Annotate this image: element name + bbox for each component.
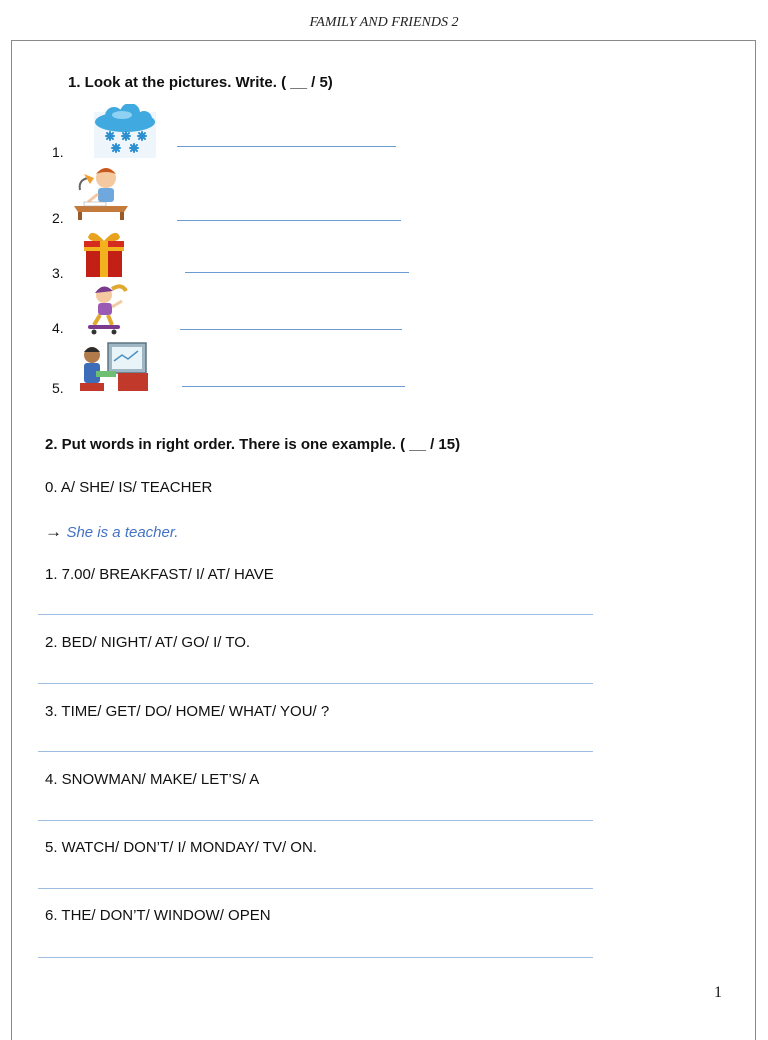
question-item: 2. BED/ NIGHT/ AT/ GO/ I/ TO.	[45, 634, 251, 651]
question-item: 3. TIME/ GET/ DO/ HOME/ WHAT/ YOU/ ?	[45, 703, 330, 720]
example-answer: She is a teacher.	[66, 524, 179, 541]
answer-line[interactable]	[177, 146, 396, 147]
answer-line[interactable]	[38, 820, 593, 821]
page-number: 1	[714, 984, 722, 1001]
document-header: FAMILY AND FRIENDS 2	[309, 15, 459, 30]
boy-computer-icon	[78, 341, 150, 391]
answer-line[interactable]	[38, 751, 593, 752]
answer-line[interactable]	[38, 957, 593, 958]
answer-line[interactable]	[38, 888, 593, 889]
section1-heading: 1. Look at the pictures. Write. ( __ / 5)	[68, 74, 333, 91]
question-item: 4. SNOWMAN/ MAKE/ LET’S/ A	[45, 771, 260, 788]
section2-heading: 2. Put words in right order. There is one example. ( __ / 15)	[45, 436, 461, 453]
answer-line[interactable]	[180, 329, 402, 330]
girl-skateboarding-icon	[84, 283, 130, 335]
item-label: 4.	[52, 320, 64, 336]
example-answer-row	[45, 522, 178, 542]
example-prompt: 0. A/ SHE/ IS/ TEACHER	[45, 479, 213, 496]
snow-cloud-icon	[92, 104, 158, 158]
item-label: 3.	[52, 265, 64, 281]
answer-line[interactable]	[182, 386, 405, 387]
answer-line[interactable]	[185, 272, 409, 273]
answer-line[interactable]	[177, 220, 401, 221]
item-label: 5.	[52, 380, 64, 396]
question-item: 5. WATCH/ DON’T/ I/ MONDAY/ TV/ ON.	[45, 839, 317, 856]
gift-box-icon	[80, 229, 128, 279]
arrow-icon: →	[45, 522, 62, 541]
question-item: 1. 7.00/ BREAKFAST/ I/ AT/ HAVE	[45, 566, 274, 583]
question-item: 6. THE/ DON’T/ WINDOW/ OPEN	[45, 907, 271, 924]
answer-line[interactable]	[38, 614, 593, 615]
item-label: 2.	[52, 210, 64, 226]
answer-line[interactable]	[38, 683, 593, 684]
item-label: 1.	[52, 144, 64, 160]
boy-studying-icon	[70, 164, 132, 222]
